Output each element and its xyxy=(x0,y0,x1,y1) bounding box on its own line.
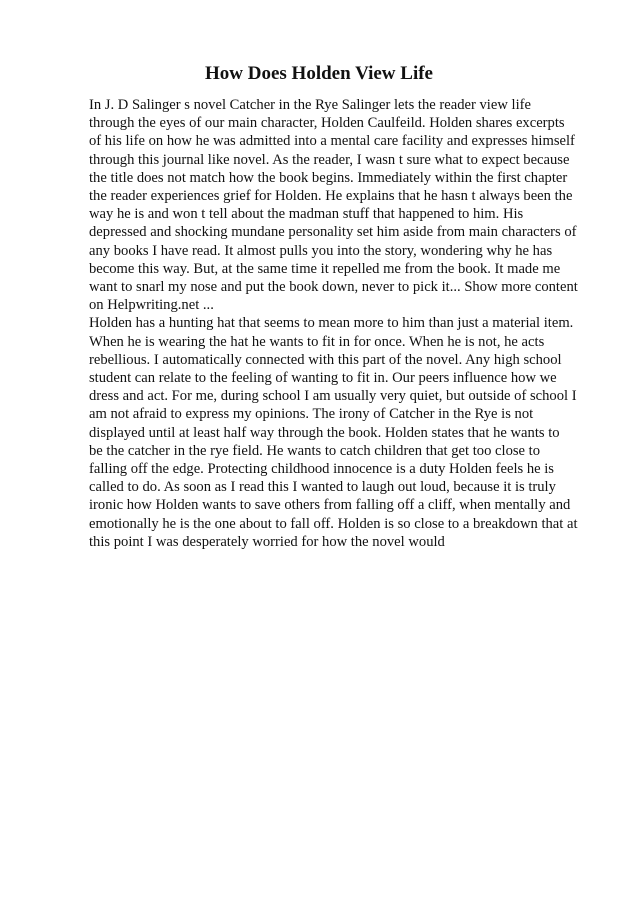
text-line: be the catcher in the rye field. He wants to catch children that get too close to xyxy=(89,442,541,459)
paragraph-2 xyxy=(89,314,589,551)
text-line: falling off the edge. Protecting childhood innocence is a duty Holden feels he is xyxy=(89,461,554,478)
text-line: want to snarl my nose and put the book down, never to pick it... Show more content xyxy=(89,279,578,296)
text-line: called to do. As soon as I read this I wanted to laugh out loud, because it is truly xyxy=(89,479,556,496)
text-line: way he is and won t tell about the madman stuff that happened to him. His xyxy=(89,206,524,223)
text-line: student can relate to the feeling of wanting to fit in. Our peers influence how we xyxy=(89,370,557,387)
text-line: emotionally he is the one about to fall off. Holden is so close to a breakdown that at xyxy=(89,515,578,532)
text-line: depressed and shocking mundane personality set him aside from main characters of xyxy=(89,224,577,241)
text-line: dress and act. For me, during school I am usually very quiet, but outside of school I xyxy=(89,388,577,405)
text-line: become this way. But, at the same time it repelled me from the book. It made me xyxy=(89,260,561,277)
text-line: the title does not match how the book begins. Immediately within the first chapter xyxy=(89,169,568,186)
text-line: through this journal like novel. As the reader, I wasn t sure what to expect because xyxy=(89,151,570,168)
text-line: the reader experiences grief for Holden. He explains that he hasn t always been the xyxy=(89,188,573,205)
text-line: When he is wearing the hat he wants to fit in for once. When he is not, he acts xyxy=(89,333,545,350)
text-line: through the eyes of our main character, Holden Caulfeild. Holden shares excerpts xyxy=(89,115,565,132)
text-line: am not afraid to express my opinions. The irony of Catcher in the Rye is not xyxy=(89,406,534,423)
text-line: Holden has a hunting hat that seems to mean more to him than just a material item. xyxy=(89,315,574,332)
text-line: any books I have read. It almost pulls you into the story, wondering why he has xyxy=(89,242,553,259)
text-line: rebellious. I automatically connected with this part of the novel. Any high school xyxy=(89,351,562,368)
text-line: displayed until at least half way through the book. Holden states that he wants to xyxy=(89,424,560,441)
text-line: ironic how Holden wants to save others from falling off a cliff, when mentally and xyxy=(89,497,571,514)
paragraph-1 xyxy=(89,96,589,314)
text-line: In J. D Salinger s novel Catcher in the Rye Salinger lets the reader view life xyxy=(89,97,531,113)
text-line: on Helpwriting.net ... xyxy=(89,297,214,314)
text-line: this point I was desperately worried for how the novel would xyxy=(89,533,445,550)
document-body xyxy=(89,96,589,551)
text-line: of his life on how he was admitted into a mental care facility and expresses himself xyxy=(89,133,575,150)
document-title: How Does Holden View Life xyxy=(205,63,433,84)
